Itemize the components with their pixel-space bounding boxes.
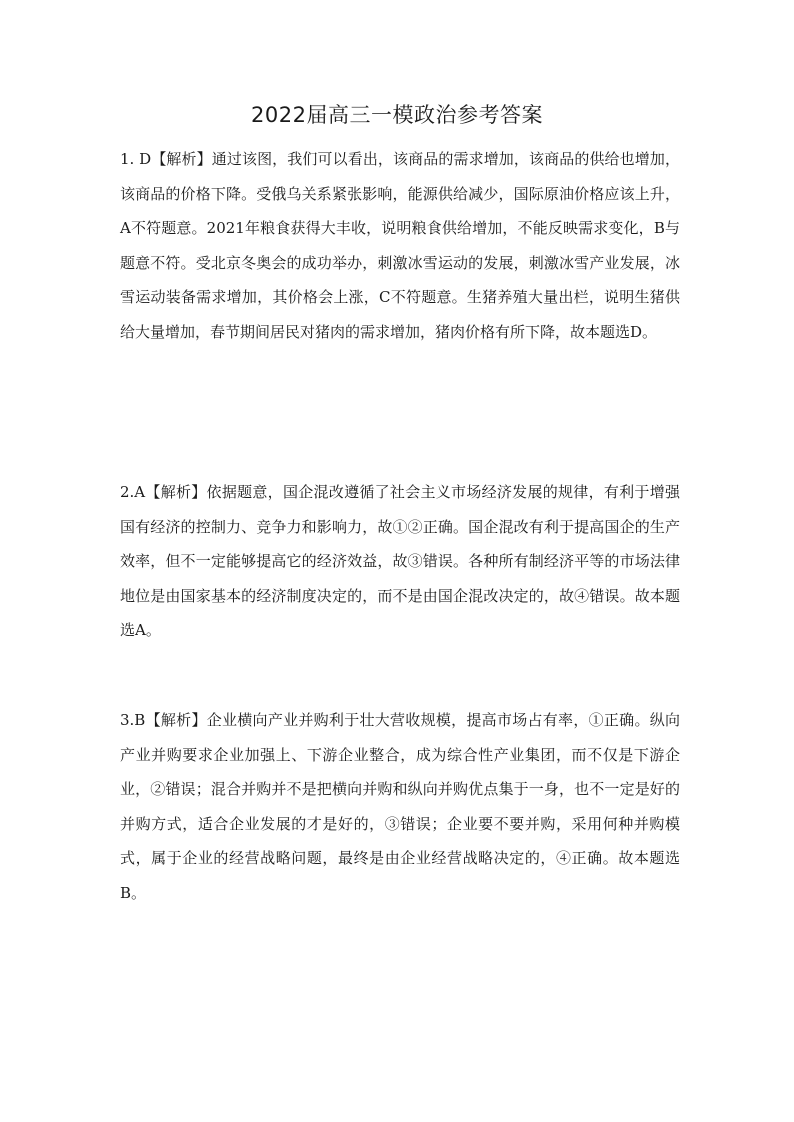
answer-paragraph-2: 2.A【解析】依据题意，国企混改遵循了社会主义市场经济发展的规律，有利于增强国有经济的控制力、竞争力和影响力，故①②正确。国企混改有利于提高国企的生产效率，但不一定能够提高它的经济效益，故③错误。各种所有制经济平等的市场法律地位是由国家基本的经济制度决定的，而不是由国企混改决定的，故④错误。故本题选A。 bbox=[120, 483, 680, 639]
answer-paragraph-1: 1. D【解析】通过该图，我们可以看出，该商品的需求增加，该商品的供给也增加，该商品的价格下降。受俄乌关系紧张影响，能源供给减少，国际原油价格应该上升，A不符题意。2021年粮食获得大丰收，说明粮食供给增加，不能反映需求变化，B与题意不符。受北京冬奥会的成功举办，刺激冰雪运动的发展，刺激冰雪产业发展，冰雪运动装备需求增加，其价格会上涨，C不符题意。生猪养殖大量出栏，说明生猪供给大量增加，春节期间居民对猪肉的需求增加，猪肉价格有所下降，故本题选D。 bbox=[120, 150, 680, 341]
answer-paragraph-3: 3.B【解析】企业横向产业并购利于壮大营收规模，提高市场占有率，①正确。纵向产业并购要求企业加强上、下游企业整合，成为综合性产业集团，而不仅是下游企业，②错误；混合并购并不是把横向并购和纵向并购优点集于一身，也不一定是好的并购方式，适合企业发展的才是好的，③错误；企业要不要并购，采用何种并购模式，属于企业的经营战略问题，最终是由企业经营战略决定的，④正确。故本题选B。 bbox=[120, 711, 680, 902]
document-title: 2022届高三一模政治参考答案 bbox=[251, 103, 543, 127]
